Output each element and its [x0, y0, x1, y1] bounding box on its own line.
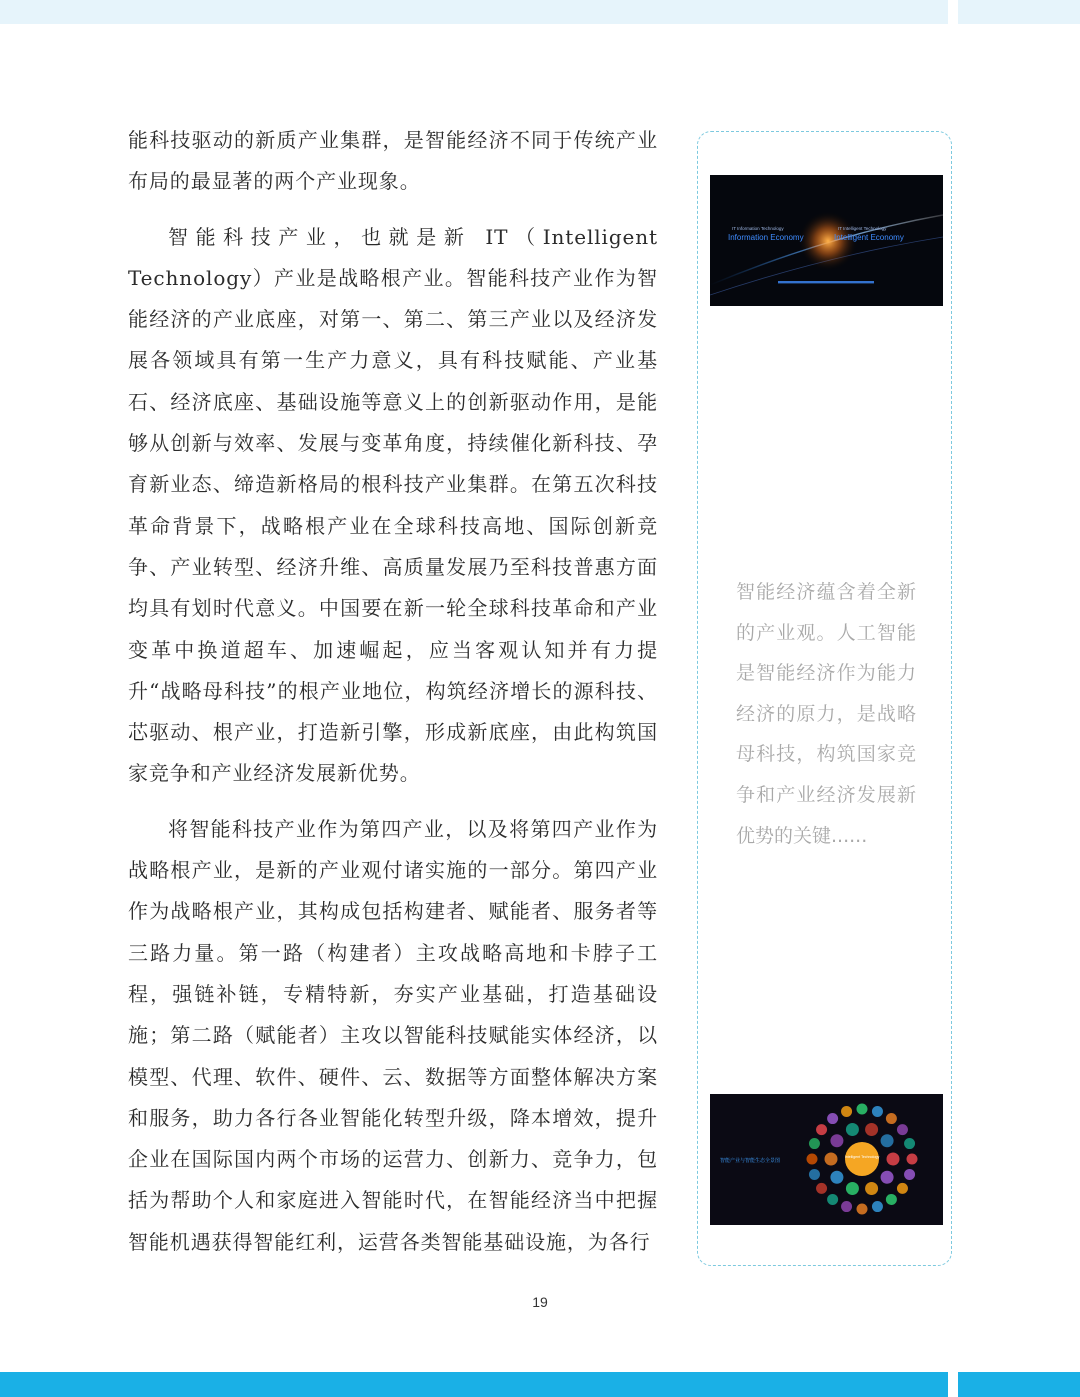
inner-ring-node [881, 1134, 894, 1147]
inner-ring-node [881, 1171, 894, 1184]
outer-ring-node [809, 1138, 820, 1149]
outer-ring-node [809, 1169, 820, 1180]
outer-ring-node [897, 1183, 908, 1194]
top-decor-bar-right [958, 0, 1080, 24]
outer-ring-node [827, 1113, 838, 1124]
pull-quote: 智能经济蕴含着全新的产业观。人工智能是智能经济作为能力经济的原力，是战略母科技，构筑国家竞争和产业经济发展新优势的关键...... [736, 581, 916, 847]
right-caption: Intelligent Economy [834, 233, 904, 242]
outer-ring-node [872, 1106, 883, 1117]
outer-ring-node [827, 1194, 838, 1205]
ecosystem-caption: 智能产业与智能生态全景图 [720, 1158, 781, 1164]
bottom-decor-bar-right [958, 1372, 1080, 1397]
outer-ring-node [807, 1154, 818, 1165]
paragraph-1: 能科技驱动的新质产业集群，是智能经济不同于传统产业布局的最显著的两个产业现象。 [128, 128, 658, 194]
outer-ring-node [904, 1169, 915, 1180]
economy-transition-graphic [710, 175, 943, 306]
outer-ring-node [841, 1201, 852, 1212]
left-caption-small: IT Information Technology [732, 226, 784, 231]
inner-ring-node [830, 1134, 843, 1147]
outer-ring-node [816, 1183, 827, 1194]
inner-ring-node [887, 1153, 900, 1166]
outer-ring-node [857, 1204, 868, 1215]
right-caption-small: IT Intelligent Technology [838, 226, 887, 231]
outer-ring-node [841, 1106, 852, 1117]
left-caption: Information Economy [728, 233, 804, 242]
center-label: Intelligent Technology [844, 1155, 880, 1159]
inner-ring-node [846, 1123, 859, 1136]
paragraph-3: 将智能科技产业作为第四产业，以及将第四产业作为战略根产业，是新的产业观付诸实施的一部分。第四产业作为战略根产业，其构成包括构建者、赋能者、服务者等三路力量。第一路（构建者）主攻战略高地和卡脖子工程，强链补链，专精特新，夯实产业基础，打造基础设施；第二路（赋能者）主攻以智能科技赋能实体经济，以模型、代理、软件、硬件、云、数据等方面整体解决方案和服务，助力各行各业智能化转型升级，降本增效，提升企业在国际国内两个市场的运营力、创新力、竞争力，包括为帮助个人和家庭进入智能时代，在智能经济当中把握智能机遇获得智能红利，运营各类智能基础设施，为各行 [128, 816, 658, 1254]
center-node [845, 1142, 879, 1176]
inner-ring-node [846, 1182, 859, 1195]
outer-ring-node [816, 1124, 827, 1135]
ecosystem-radial-graphic [710, 1094, 943, 1225]
industry-ecosystem-image [710, 1094, 943, 1225]
bottom-decor-bar [0, 1372, 948, 1397]
outer-ring-node [897, 1124, 908, 1135]
outer-ring-node [872, 1201, 883, 1212]
top-decor-bar [0, 0, 948, 24]
information-to-intelligent-economy-image [710, 175, 943, 306]
outer-ring-node [886, 1113, 897, 1124]
outer-ring-node [857, 1104, 868, 1115]
outer-ring-node [886, 1194, 897, 1205]
inner-ring-node [865, 1123, 878, 1136]
outer-ring-node [904, 1138, 915, 1149]
outer-ring-node [907, 1154, 918, 1165]
main-body-text [128, 120, 658, 1263]
inner-ring-node [825, 1153, 838, 1166]
sidebar-frame [697, 131, 952, 1266]
inner-ring-node [865, 1182, 878, 1195]
paragraph-2: 智能科技产业，也就是新 IT（Intelligent Technology）产业是战略根产业。智能科技产业作为智能经济的产业底座，对第一、第二、第三产业以及经济发展各领域具有第一生产力意义，具有科技赋能、产业基石、经济底座、基础设施等意义上的创新驱动作用，是能够从创新与效率、发展与变革角度，持续催化新科技、孕育新业态、缔造新格局的根科技产业集群。在第五次科技革命背景下，战略根产业在全球科技高地、国际创新竞争、产业转型、经济升维、高质量发展乃至科技普惠方面均具有划时代意义。中国要在新一轮全球科技革命和产业变革中换道超车、加速崛起，应当客观认知并有力提升“战略母科技”的根产业地位，构筑经济增长的源科技、芯驱动、根产业，打造新引擎，形成新底座，由此构筑国家竞争和产业经济发展新优势。 [128, 224, 658, 786]
inner-ring-node [830, 1171, 843, 1184]
page-number: 19 [532, 1294, 548, 1310]
